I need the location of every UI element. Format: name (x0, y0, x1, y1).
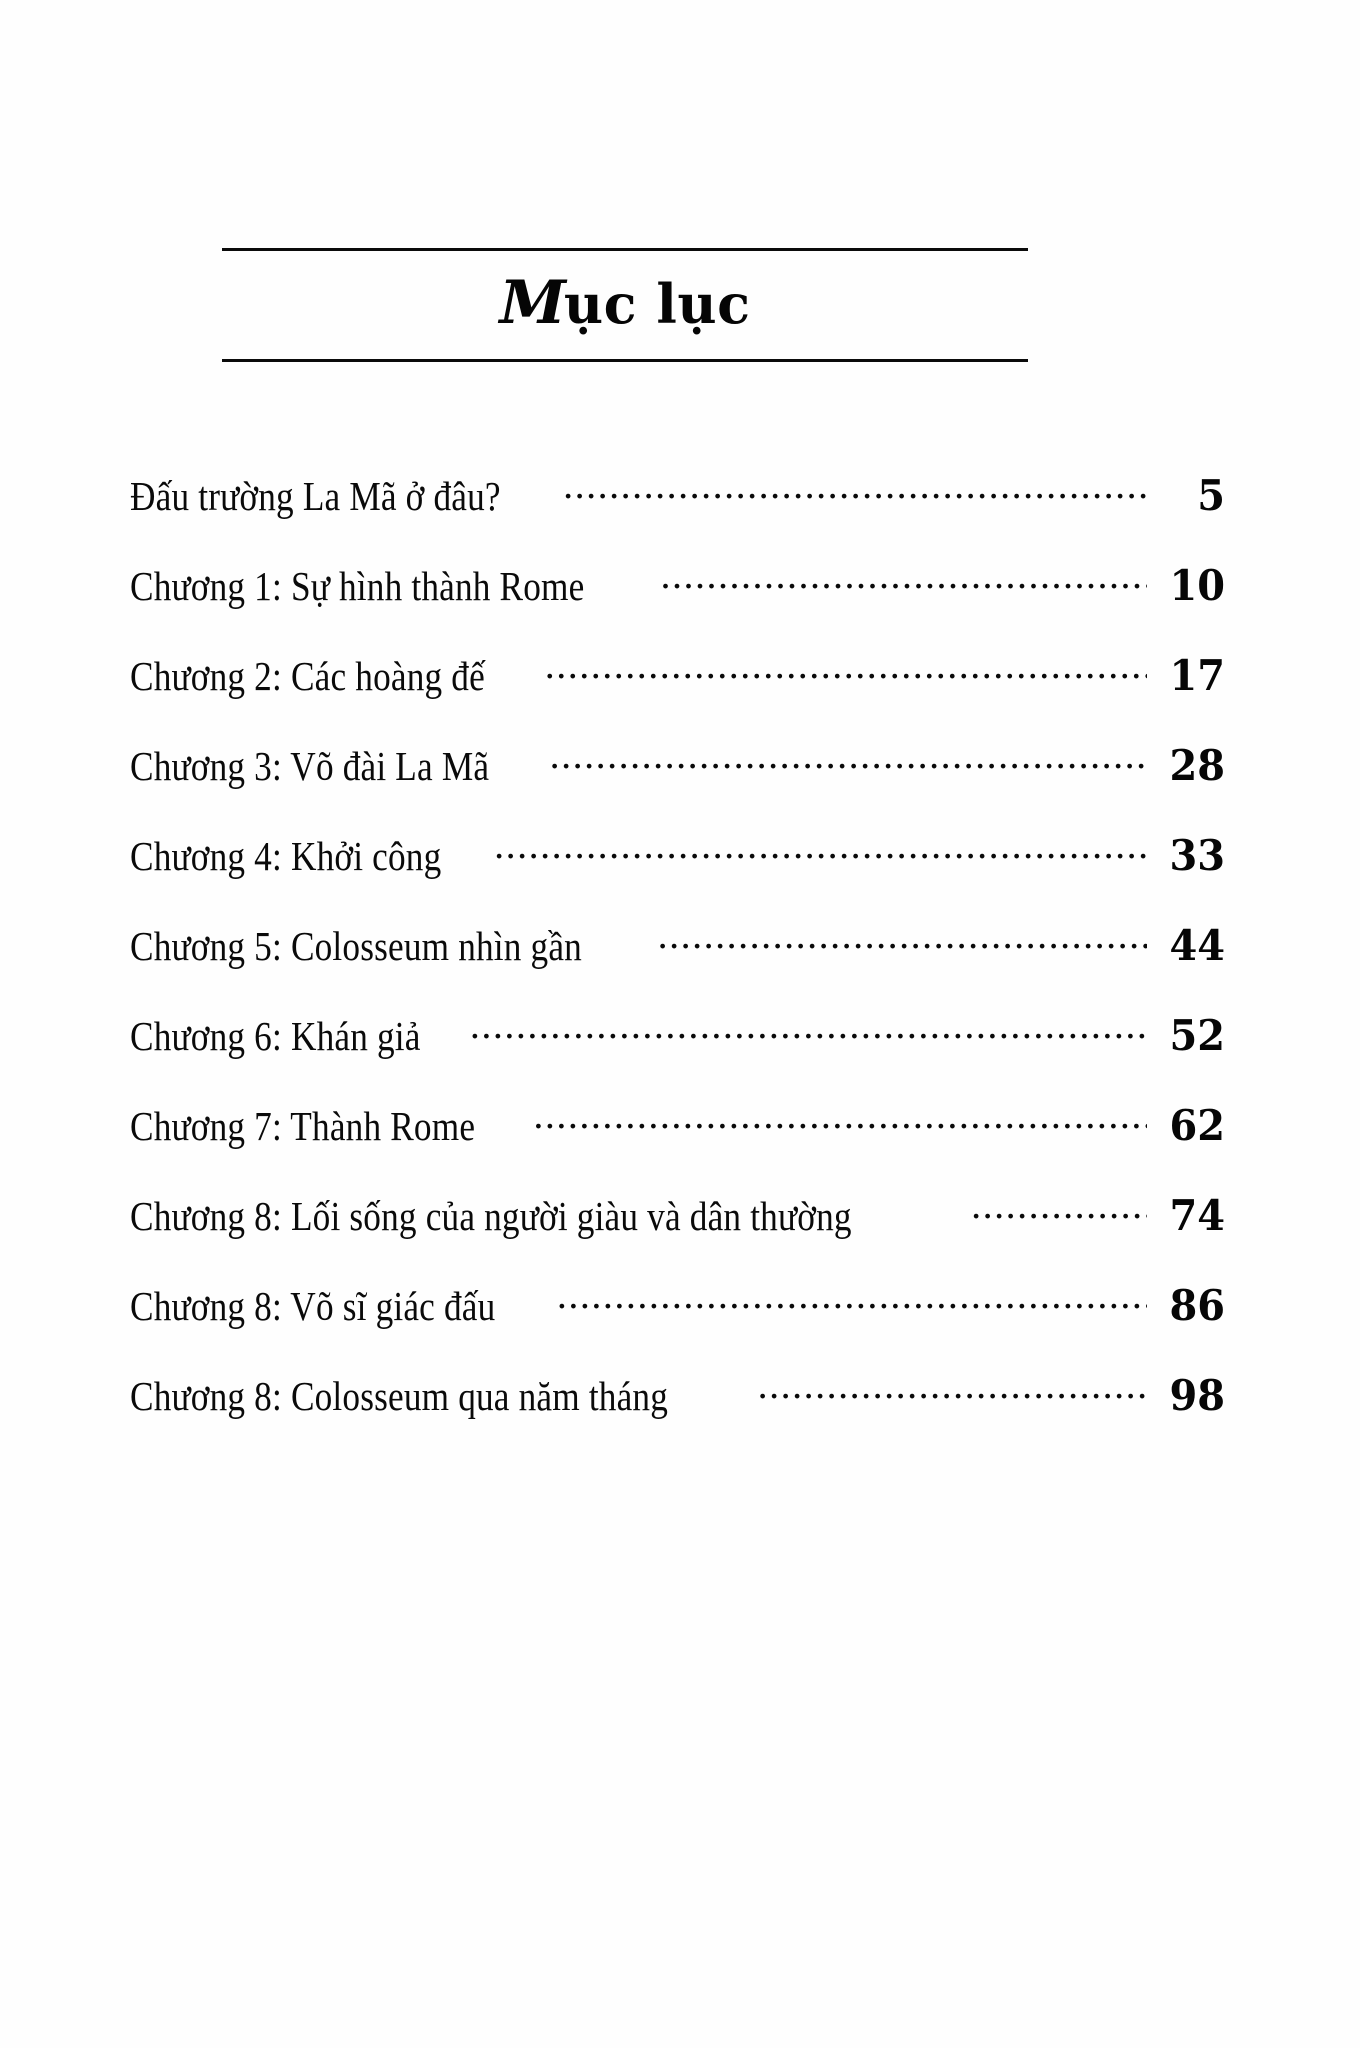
page-title-rest: ục lục (563, 272, 751, 336)
toc-entry-page-number: 74 (1169, 1191, 1225, 1240)
toc-entry[interactable] (130, 920, 1225, 1010)
toc-entry[interactable] (130, 560, 1225, 650)
toc-entry-page-number: 33 (1169, 831, 1225, 880)
toc-entry-title: Chương 6: Khán giả (130, 1013, 421, 1059)
toc-entry-page-number: 28 (1169, 741, 1225, 790)
toc-entry-page-number: 17 (1169, 651, 1225, 700)
toc-leader-dots (545, 650, 1147, 690)
toc-entry-page-number: 62 (1169, 1101, 1225, 1150)
toc-entry-title: Chương 8: Colosseum qua năm tháng (130, 1373, 669, 1419)
toc-entry-title: Chương 3: Võ đài La Mã (130, 743, 490, 789)
toc-entry-page-number: 5 (1197, 471, 1225, 520)
toc-entry-page-number: 52 (1169, 1011, 1225, 1060)
toc-leader-dots (494, 830, 1147, 870)
toc-heading-block (222, 248, 1028, 362)
toc-leader-dots (550, 740, 1147, 780)
toc-entry[interactable] (130, 1190, 1225, 1280)
toc-entry-title: Chương 2: Các hoàng đế (130, 653, 485, 699)
toc-entry[interactable] (130, 830, 1225, 920)
toc-entry-page-number: 86 (1169, 1281, 1225, 1330)
heading-rule-bottom (222, 359, 1028, 362)
toc-entry-title: Đấu trường La Mã ở đâu? (130, 473, 501, 519)
toc-entry-title: Chương 7: Thành Rome (130, 1103, 476, 1149)
toc-entry[interactable] (130, 1100, 1225, 1190)
toc-leader-dots (660, 560, 1147, 600)
toc-entry[interactable] (130, 650, 1225, 740)
page-title (222, 251, 1028, 359)
toc-leader-dots (658, 920, 1147, 960)
toc-leader-dots (533, 1100, 1147, 1140)
toc-entry[interactable] (130, 1280, 1225, 1370)
toc-entry-title: Chương 8: Võ sĩ giác đấu (130, 1283, 496, 1329)
toc-entry-page-number: 98 (1169, 1371, 1225, 1420)
toc-entry-title: Chương 1: Sự hình thành Rome (130, 563, 585, 609)
toc-leader-dots (470, 1010, 1147, 1050)
toc-entry[interactable] (130, 470, 1225, 560)
toc-leader-dots (557, 1280, 1147, 1320)
toc-leader-dots (563, 470, 1147, 510)
page-title-initial: M (499, 268, 564, 338)
toc-leader-dots (971, 1190, 1147, 1230)
toc-entry-page-number: 44 (1169, 921, 1225, 970)
toc-entry-page-number: 10 (1169, 561, 1225, 610)
toc-leader-dots (758, 1370, 1147, 1410)
toc-entry[interactable] (130, 1010, 1225, 1100)
toc-entry-title: Chương 5: Colosseum nhìn gần (130, 923, 582, 969)
toc-entry[interactable] (130, 740, 1225, 830)
toc-entry-title: Chương 8: Lối sống của người giàu và dân thường (130, 1193, 852, 1239)
toc-entry-title: Chương 4: Khởi công (130, 833, 442, 879)
toc-entry[interactable] (130, 1370, 1225, 1460)
toc-entry-list (130, 470, 1225, 1460)
